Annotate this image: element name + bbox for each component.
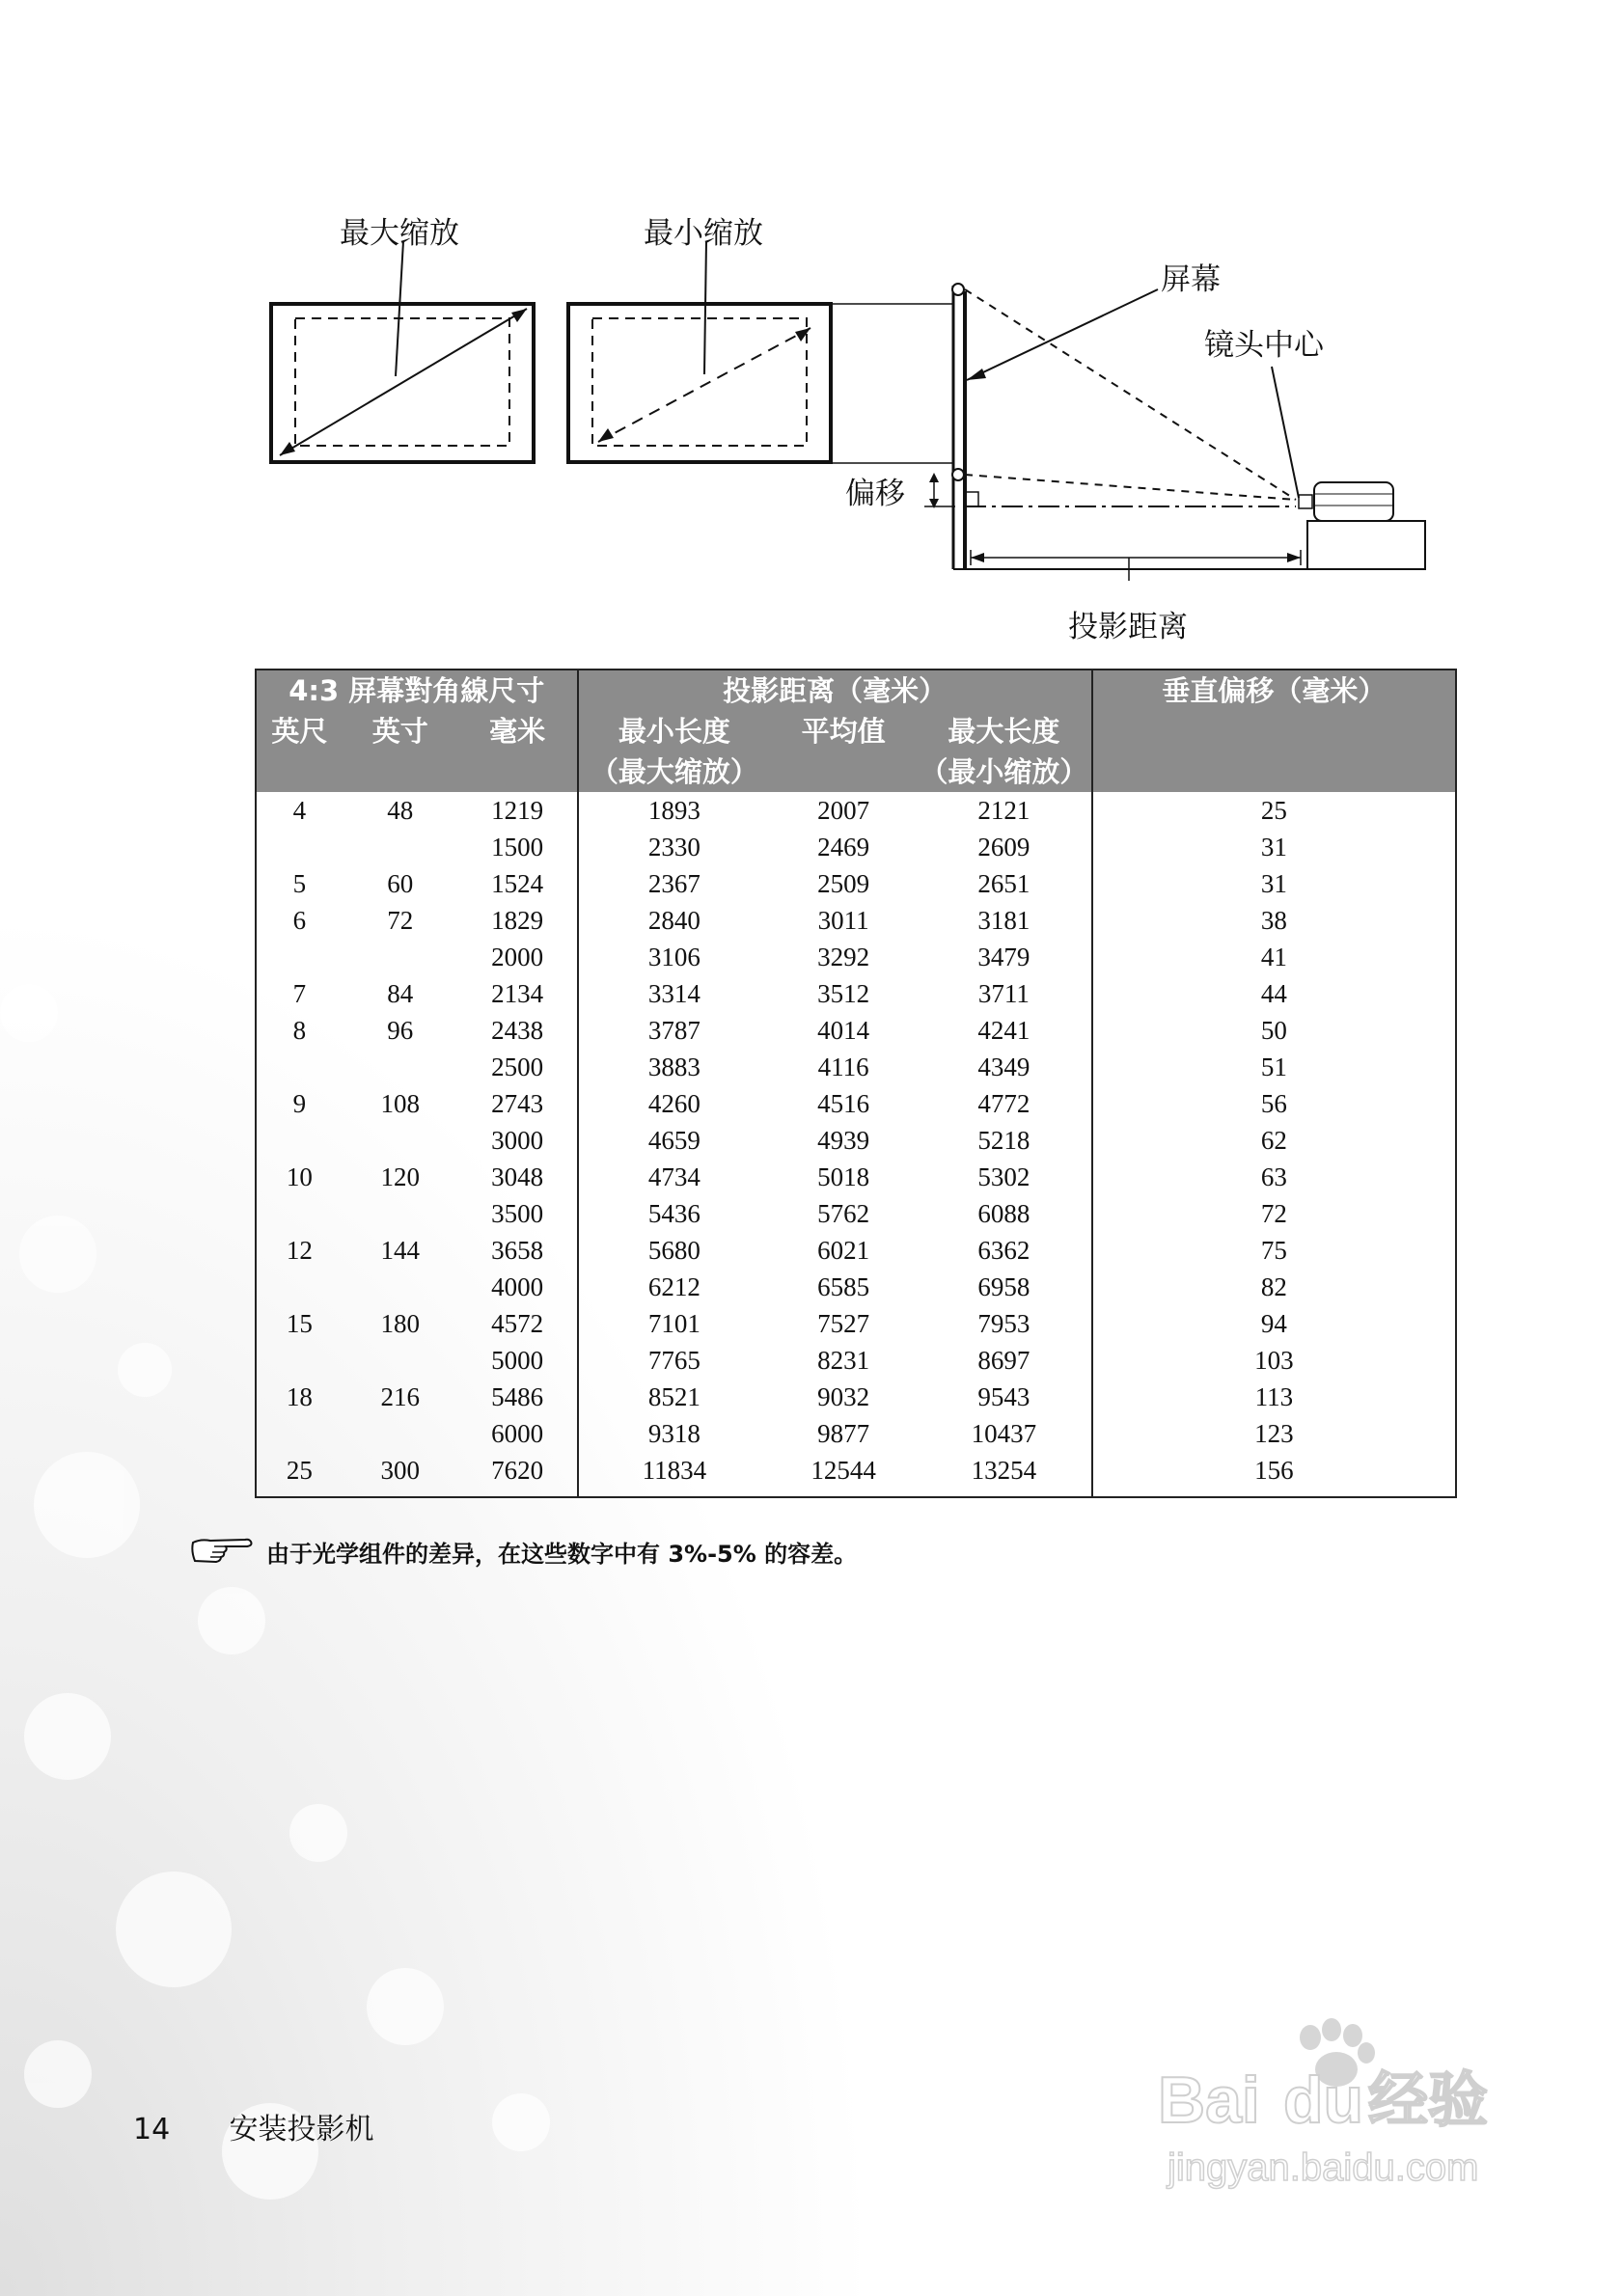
header-average: 平均值	[770, 711, 917, 792]
cell-vertical-offset: 56	[1260, 1089, 1287, 1118]
cell-mm: 2743	[458, 1085, 578, 1122]
projection-distance-label: 投影距离	[1068, 610, 1188, 644]
cell-feet: 10	[286, 1162, 313, 1191]
cell-feet	[256, 939, 343, 975]
cell-average: 5762	[817, 1199, 870, 1228]
table-row	[256, 1159, 1456, 1195]
cell-mm: 1829	[458, 902, 578, 939]
max-zoom-label: 最大缩放	[340, 216, 459, 251]
cell-inch: 108	[380, 1089, 421, 1118]
cell-min-length: 1893	[647, 796, 701, 825]
table-row	[256, 792, 1456, 829]
cell-feet	[256, 1342, 343, 1379]
cell-min-length: 2330	[647, 833, 701, 861]
cell-vertical-offset: 38	[1260, 906, 1287, 935]
cell-mm: 2000	[458, 939, 578, 975]
cell-inch	[343, 1269, 458, 1305]
cell-vertical-offset: 72	[1260, 1199, 1287, 1228]
cell-max-length: 13254	[917, 1452, 1092, 1497]
cell-inch	[343, 1195, 458, 1232]
cell-max-length: 3181	[917, 902, 1092, 939]
cell-mm: 2438	[458, 1012, 578, 1049]
cell-mm: 5486	[458, 1379, 578, 1415]
watermark-suffix: 经验	[1368, 2064, 1489, 2135]
cell-max-length: 6958	[917, 1269, 1092, 1305]
page-footer	[133, 2105, 374, 2147]
cell-inch	[343, 1122, 458, 1159]
cell-max-length: 2651	[917, 865, 1092, 902]
cell-feet	[256, 1122, 343, 1159]
cell-average: 8231	[817, 1346, 870, 1375]
cell-feet	[256, 1049, 343, 1085]
cell-average: 4516	[817, 1089, 870, 1118]
cell-feet: 5	[292, 869, 307, 898]
page-number: 14	[133, 2113, 171, 2146]
cell-mm: 5000	[458, 1342, 578, 1379]
watermark-url: jingyan.baidu.com	[1168, 2146, 1479, 2189]
cell-inch	[343, 829, 458, 865]
cell-average: 3292	[817, 943, 870, 971]
table-row	[256, 1269, 1456, 1305]
offset-label: 偏移	[845, 477, 905, 511]
cell-mm: 2500	[458, 1049, 578, 1085]
cell-max-length: 6088	[917, 1195, 1092, 1232]
watermark-brand-tail: du	[1283, 2064, 1364, 2137]
cell-feet: 6	[292, 906, 307, 935]
screen-label: 屏幕	[1161, 262, 1221, 297]
cell-min-length: 9318	[647, 1419, 701, 1448]
table-row	[256, 1049, 1456, 1085]
cell-mm: 4000	[458, 1269, 578, 1305]
cell-max-length: 3711	[917, 975, 1092, 1012]
table-row	[256, 975, 1456, 1012]
cell-max-length: 5218	[917, 1122, 1092, 1159]
watermark-brand: Bai	[1158, 2064, 1260, 2137]
cell-inch	[343, 1415, 458, 1452]
cell-mm: 3048	[458, 1159, 578, 1195]
cell-vertical-offset: 44	[1260, 979, 1287, 1008]
table-row	[256, 1342, 1456, 1379]
cell-feet: 18	[286, 1382, 313, 1411]
cell-min-length: 4659	[647, 1126, 701, 1155]
cell-max-length: 9543	[917, 1379, 1092, 1415]
cell-feet: 8	[292, 1016, 307, 1045]
cell-vertical-offset: 41	[1260, 943, 1287, 971]
cell-min-length: 7101	[647, 1309, 701, 1338]
cell-average: 3512	[817, 979, 870, 1008]
table-row	[256, 1012, 1456, 1049]
cell-feet	[256, 1195, 343, 1232]
cell-min-length: 4734	[647, 1162, 701, 1191]
table-row	[256, 829, 1456, 865]
note-text: 由于光学组件的差异，在这些数字中有 3%-5% 的容差。	[266, 1540, 858, 1568]
min-zoom-screen	[568, 241, 831, 462]
cell-vertical-offset: 50	[1260, 1016, 1287, 1045]
table-row	[256, 1415, 1456, 1452]
cell-feet: 7	[292, 979, 307, 1008]
cell-max-length: 2609	[917, 829, 1092, 865]
cell-min-length: 8521	[647, 1382, 701, 1411]
cell-min-length: 3787	[647, 1016, 701, 1045]
cell-inch: 120	[380, 1162, 421, 1191]
cell-min-length: 11834	[642, 1456, 707, 1485]
cell-min-length: 4260	[647, 1089, 701, 1118]
table-row	[256, 1452, 1456, 1497]
max-zoom-screen	[271, 241, 534, 462]
cell-average: 7527	[817, 1309, 870, 1338]
header-inch: 英寸	[343, 711, 458, 792]
cell-vertical-offset: 62	[1260, 1126, 1287, 1155]
cell-vertical-offset: 82	[1260, 1272, 1287, 1301]
cell-min-length: 3106	[647, 943, 701, 971]
cell-max-length: 8697	[917, 1342, 1092, 1379]
cell-mm: 1524	[458, 865, 578, 902]
header-min-length-note: （最大缩放）	[578, 752, 771, 792]
cell-min-length: 6212	[647, 1272, 701, 1301]
cell-inch: 60	[387, 869, 414, 898]
cell-vertical-offset: 31	[1260, 833, 1287, 861]
header-mm: 毫米	[458, 711, 578, 792]
cell-mm: 7620	[458, 1452, 578, 1497]
cell-inch	[343, 1342, 458, 1379]
header-min-length: 最小长度	[578, 711, 771, 752]
cell-average: 6021	[817, 1236, 870, 1265]
table-row	[256, 1379, 1456, 1415]
cell-inch: 48	[387, 796, 414, 825]
cell-average: 9877	[817, 1419, 870, 1448]
cell-inch	[343, 1049, 458, 1085]
cell-max-length: 4772	[917, 1085, 1092, 1122]
cell-inch: 96	[387, 1016, 414, 1045]
table-row	[256, 1305, 1456, 1342]
baidu-watermark	[1148, 2016, 1534, 2209]
cell-min-length: 5680	[647, 1236, 701, 1265]
cell-average: 4014	[817, 1016, 870, 1045]
cell-vertical-offset: 123	[1254, 1419, 1294, 1448]
cell-mm: 3500	[458, 1195, 578, 1232]
table-row	[256, 902, 1456, 939]
tolerance-note	[189, 1530, 857, 1572]
cell-average: 2509	[817, 869, 870, 898]
cell-vertical-offset: 156	[1254, 1456, 1294, 1485]
cell-max-length: 4241	[917, 1012, 1092, 1049]
cell-mm: 4572	[458, 1305, 578, 1342]
cell-min-length: 2840	[647, 906, 701, 935]
cell-mm: 1500	[458, 829, 578, 865]
cell-max-length: 6362	[917, 1232, 1092, 1269]
pointing-hand-icon	[189, 1535, 257, 1568]
cell-inch: 72	[387, 906, 414, 935]
projection-diagram	[0, 0, 1621, 656]
cell-inch	[343, 939, 458, 975]
cell-min-length: 5436	[647, 1199, 701, 1228]
cell-min-length: 7765	[647, 1346, 701, 1375]
cell-average: 12544	[810, 1456, 876, 1485]
cell-min-length: 3883	[647, 1052, 701, 1081]
table-row	[256, 1232, 1456, 1269]
cell-average: 2469	[817, 833, 870, 861]
cell-inch: 84	[387, 979, 414, 1008]
cell-mm: 1219	[458, 792, 578, 829]
cell-feet: 12	[286, 1236, 313, 1265]
header-feet: 英尺	[256, 711, 343, 792]
cell-inch: 300	[380, 1456, 421, 1485]
table-row	[256, 1122, 1456, 1159]
cell-inch: 180	[380, 1309, 421, 1338]
cell-average: 4116	[817, 1052, 869, 1081]
section-title: 安装投影机	[229, 2113, 374, 2146]
cell-vertical-offset: 103	[1254, 1346, 1294, 1375]
cell-vertical-offset: 94	[1260, 1309, 1287, 1338]
cell-feet: 4	[292, 796, 307, 825]
cell-mm: 6000	[458, 1415, 578, 1452]
cell-inch: 216	[380, 1382, 421, 1411]
header-diagonal-size: 4:3 屏幕對角線尺寸	[256, 670, 578, 711]
projection-distance-table	[255, 669, 1457, 1498]
table-row	[256, 939, 1456, 975]
cell-average: 5018	[817, 1162, 870, 1191]
cell-feet: 15	[286, 1309, 313, 1338]
cell-feet: 25	[286, 1456, 313, 1485]
cell-mm: 2134	[458, 975, 578, 1012]
header-vertical-offset: 垂直偏移（毫米）	[1092, 670, 1456, 792]
cell-vertical-offset: 113	[1254, 1382, 1294, 1411]
cell-average: 4939	[817, 1126, 870, 1155]
header-max-length-note: （最小缩放）	[917, 752, 1092, 792]
cell-feet	[256, 1269, 343, 1305]
cell-mm: 3000	[458, 1122, 578, 1159]
table-row	[256, 865, 1456, 902]
projector	[1299, 482, 1425, 569]
header-max-length: 最大长度	[917, 711, 1092, 752]
cell-average: 3011	[817, 906, 869, 935]
cell-vertical-offset: 51	[1260, 1052, 1287, 1081]
cell-average: 6585	[817, 1272, 870, 1301]
cell-average: 9032	[817, 1382, 870, 1411]
cell-feet: 9	[292, 1089, 307, 1118]
lens-center-label: 镜头中心	[1204, 328, 1324, 363]
cell-max-length: 2121	[917, 792, 1092, 829]
cell-max-length: 7953	[917, 1305, 1092, 1342]
cell-vertical-offset: 63	[1260, 1162, 1287, 1191]
cell-feet	[256, 1415, 343, 1452]
cell-mm: 3658	[458, 1232, 578, 1269]
min-zoom-label: 最小缩放	[644, 216, 763, 251]
cell-feet	[256, 829, 343, 865]
cell-vertical-offset: 75	[1260, 1236, 1287, 1265]
cell-min-length: 3314	[647, 979, 701, 1008]
cell-max-length: 4349	[917, 1049, 1092, 1085]
table-row	[256, 1085, 1456, 1122]
cell-vertical-offset: 25	[1260, 796, 1287, 825]
cell-vertical-offset: 31	[1260, 869, 1287, 898]
cell-inch: 144	[380, 1236, 421, 1265]
cell-max-length: 3479	[917, 939, 1092, 975]
cell-average: 2007	[817, 796, 870, 825]
cell-max-length: 5302	[917, 1159, 1092, 1195]
table-row	[256, 1195, 1456, 1232]
header-projection-distance: 投影距离（毫米）	[578, 670, 1092, 711]
cell-min-length: 2367	[647, 869, 701, 898]
cell-max-length: 10437	[917, 1415, 1092, 1452]
